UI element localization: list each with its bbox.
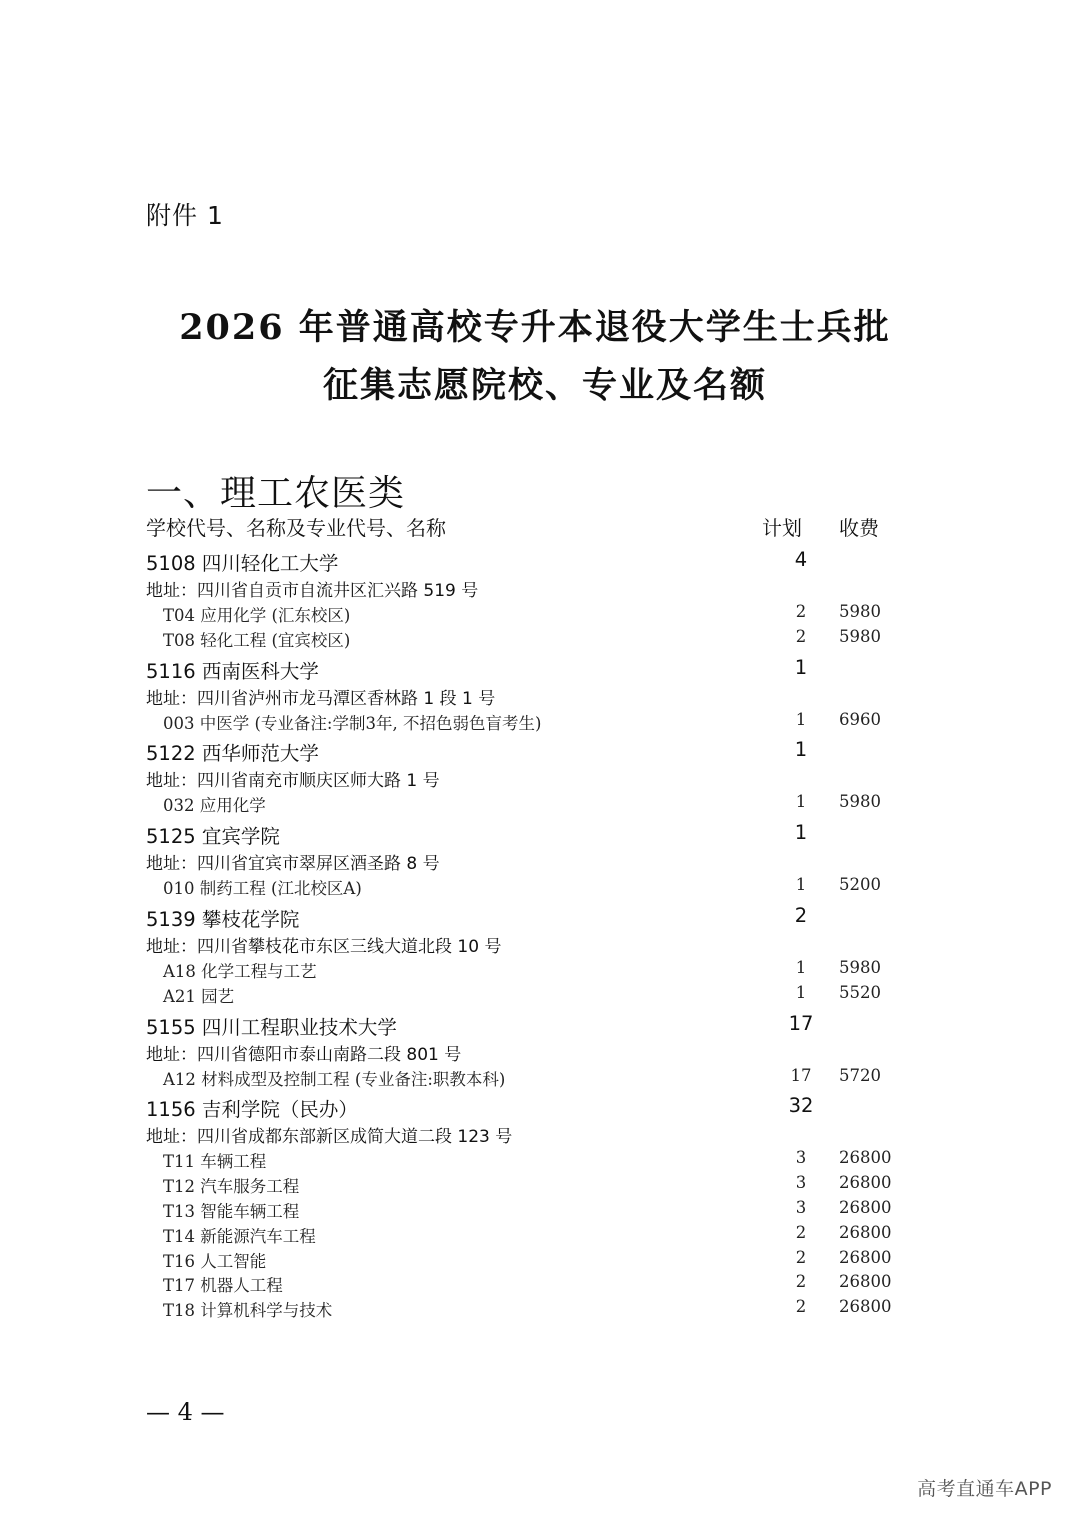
major-row xyxy=(146,602,946,627)
major-row xyxy=(146,710,946,735)
major-row xyxy=(146,1173,946,1198)
major-plan: 2 xyxy=(795,626,807,646)
major-code-name: T13 智能车辆工程 xyxy=(163,1201,300,1221)
school-address xyxy=(146,684,946,710)
major-row xyxy=(146,792,946,817)
school-row xyxy=(146,548,946,576)
major-plan: 2 xyxy=(795,1272,807,1292)
school-code-name: 5108 四川轻化工大学 xyxy=(146,552,339,575)
school-plan: 1 xyxy=(794,738,808,762)
major-row xyxy=(146,875,946,900)
major-row xyxy=(146,1248,946,1273)
major-plan: 2 xyxy=(795,602,807,621)
school-address-text: 地址：四川省宜宾市翠屏区酒圣路 8 号 xyxy=(146,854,440,875)
school-row xyxy=(146,904,946,932)
school-code-name: 5155 四川工程职业技术大学 xyxy=(146,1015,397,1039)
major-plan: 1 xyxy=(795,792,807,812)
major-fee: 26800 xyxy=(839,1247,892,1267)
major-code-name: T11 车辆工程 xyxy=(163,1152,267,1172)
school-block xyxy=(146,738,946,817)
school-address xyxy=(146,1122,946,1148)
school-plan: 1 xyxy=(794,821,808,845)
attachment-label: 附件 1 xyxy=(146,201,224,230)
school-plan: 1 xyxy=(794,655,808,679)
document-title-line-2: 征集志愿院校、专业及名额 xyxy=(322,365,767,406)
major-row xyxy=(146,627,946,652)
school-row xyxy=(146,1094,946,1122)
major-row xyxy=(146,1066,946,1091)
section-heading: 一、理工农医类 xyxy=(146,473,406,514)
major-fee: 26800 xyxy=(839,1272,892,1292)
major-code-name: 032 应用化学 xyxy=(163,796,266,816)
major-fee: 6960 xyxy=(839,709,881,729)
school-address-text: 地址：四川省成都东部新区成简大道二段 123 号 xyxy=(146,1127,513,1148)
school-row xyxy=(146,738,946,766)
school-block xyxy=(146,904,946,1008)
major-plan: 1 xyxy=(795,709,807,729)
school-plan: 17 xyxy=(788,1011,814,1035)
major-code-name: T12 汽车服务工程 xyxy=(163,1177,300,1197)
major-plan: 1 xyxy=(795,982,807,1002)
major-plan: 3 xyxy=(795,1173,807,1193)
major-plan: 3 xyxy=(795,1197,807,1217)
major-code-name: T16 人工智能 xyxy=(163,1251,267,1271)
major-fee: 5980 xyxy=(839,602,881,621)
major-code-name: 003 中医学 (专业备注:学制3年, 不招色弱色盲考生) xyxy=(163,713,542,733)
major-fee: 26800 xyxy=(839,1173,892,1193)
column-header-plan: 计划 xyxy=(762,516,802,540)
major-fee: 26800 xyxy=(839,1197,892,1217)
major-code-name: A21 园艺 xyxy=(163,986,235,1006)
major-row xyxy=(146,1198,946,1223)
major-plan: 2 xyxy=(795,1247,807,1267)
column-header-fee: 收费 xyxy=(839,516,879,540)
major-plan: 1 xyxy=(795,875,807,895)
major-fee: 26800 xyxy=(839,1222,892,1242)
major-code-name: T14 新能源汽车工程 xyxy=(163,1226,316,1246)
column-header-row xyxy=(146,512,946,542)
major-fee: 5980 xyxy=(839,957,881,977)
school-row xyxy=(146,821,946,849)
school-address-text: 地址：四川省南充市顺庆区师大路 1 号 xyxy=(146,771,440,792)
school-plan: 4 xyxy=(794,548,808,571)
major-row xyxy=(146,983,946,1008)
major-plan: 2 xyxy=(795,1222,807,1242)
major-code-name: T08 轻化工程 (宜宾校区) xyxy=(163,630,351,650)
major-plan: 3 xyxy=(795,1148,807,1168)
school-address xyxy=(146,849,946,875)
school-address-text: 地址：四川省攀枝花市东区三线大道北段 10 号 xyxy=(146,936,502,957)
major-row xyxy=(146,1297,946,1322)
school-address-text: 地址：四川省德阳市泰山南路二段 801 号 xyxy=(146,1044,462,1065)
major-plan: 1 xyxy=(795,957,807,977)
major-code-name: 010 制药工程 (江北校区A) xyxy=(163,879,362,899)
school-code-name: 5125 宜宾学院 xyxy=(146,825,280,849)
major-fee: 26800 xyxy=(839,1148,892,1168)
school-block xyxy=(146,548,946,652)
column-header-name: 学校代号、名称及专业代号、名称 xyxy=(146,516,446,540)
school-address xyxy=(146,932,946,958)
school-block xyxy=(146,656,946,735)
major-plan: 2 xyxy=(795,1297,807,1317)
school-address xyxy=(146,576,946,602)
school-address xyxy=(146,1040,946,1066)
school-row xyxy=(146,656,946,684)
major-row xyxy=(146,1223,946,1248)
major-code-name: T18 计算机科学与技术 xyxy=(163,1301,333,1321)
school-block xyxy=(146,1094,946,1322)
major-row xyxy=(146,1272,946,1297)
school-plan: 32 xyxy=(788,1094,814,1118)
school-list xyxy=(146,548,946,1326)
school-block xyxy=(146,1012,946,1091)
major-fee: 5980 xyxy=(839,792,881,812)
school-plan: 2 xyxy=(794,903,808,927)
school-address-text: 地址：四川省泸州市龙马潭区香林路 1 段 1 号 xyxy=(146,688,496,709)
school-block xyxy=(146,821,946,900)
school-code-name: 5116 西南医科大学 xyxy=(146,659,319,683)
school-row xyxy=(146,1012,946,1040)
school-address xyxy=(146,766,946,792)
major-fee: 5720 xyxy=(839,1065,881,1085)
major-fee: 5520 xyxy=(839,982,881,1002)
document-title-line-1: 2026 年普通高校专升本退役大学生士兵批 xyxy=(179,307,891,348)
major-fee: 5200 xyxy=(839,875,881,895)
watermark: 高考直通车APP xyxy=(917,1478,1052,1500)
major-fee: 26800 xyxy=(839,1297,892,1317)
major-code-name: A12 材料成型及控制工程 (专业备注:职教本科) xyxy=(163,1069,506,1089)
page-number: — 4 — xyxy=(146,1398,225,1426)
major-code-name: T17 机器人工程 xyxy=(163,1276,283,1296)
school-address-text: 地址：四川省自贡市自流井区汇兴路 519 号 xyxy=(146,581,479,601)
major-row xyxy=(146,958,946,983)
major-plan: 17 xyxy=(790,1065,812,1085)
major-code-name: T04 应用化学 (汇东校区) xyxy=(163,606,351,625)
school-code-name: 1156 吉利学院（民办） xyxy=(146,1098,358,1122)
school-code-name: 5122 西华师范大学 xyxy=(146,742,319,766)
major-fee: 5980 xyxy=(839,626,881,646)
major-code-name: A18 化学工程与工艺 xyxy=(163,961,317,981)
major-row xyxy=(146,1148,946,1173)
school-code-name: 5139 攀枝花学院 xyxy=(146,907,300,931)
